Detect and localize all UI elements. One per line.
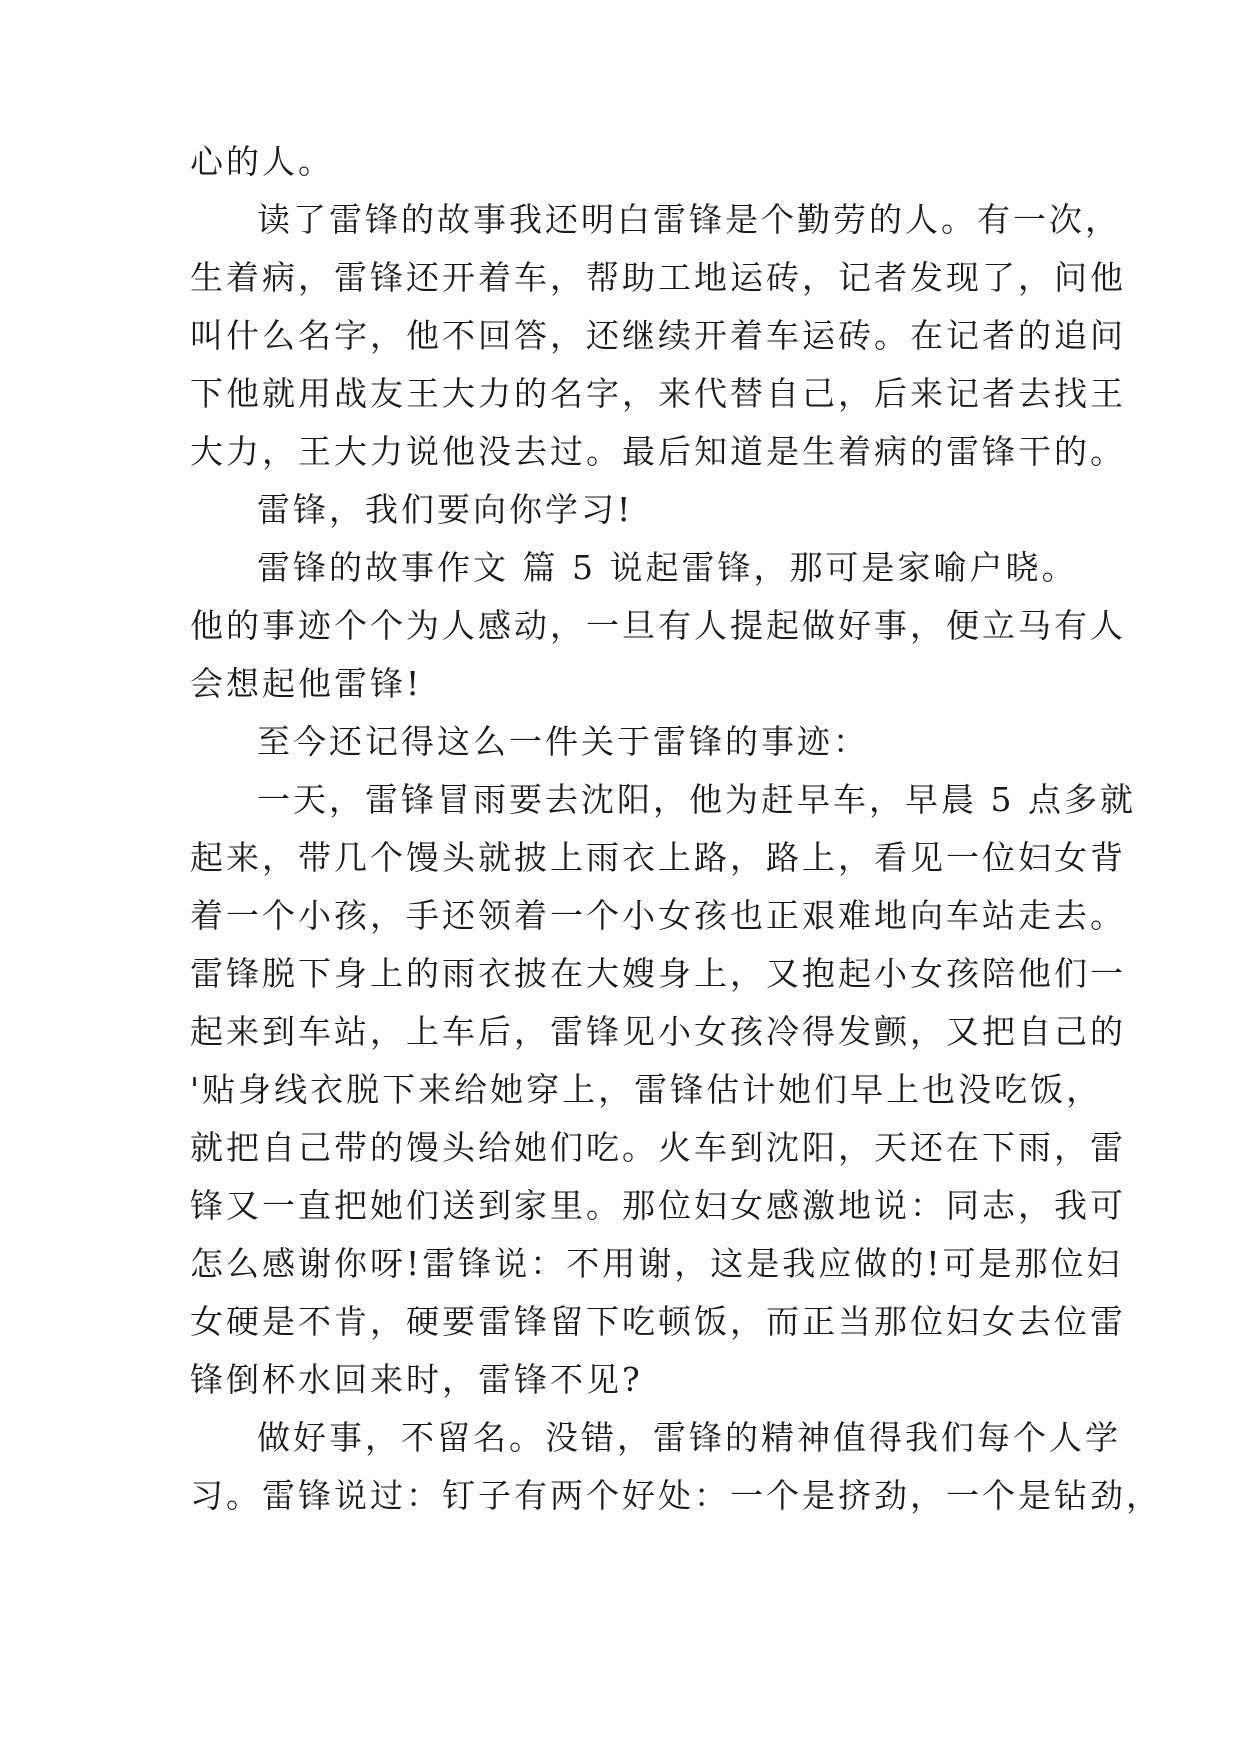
section-heading-line: 雷锋的故事作文 篇 5 说起雷锋，那可是家喻户晓。 (257, 548, 1078, 587)
text-line: '贴身线衣脱下来给她穿上，雷锋估计她们早上也没吃饭， (190, 1070, 1103, 1109)
text-line: 起来到车站，上车后，雷锋见小女孩冷得发颤，又把自己的 (190, 1012, 1126, 1051)
text-line: 下他就用战友王大力的名字，来代替自己，后来记者去找王 (190, 374, 1126, 413)
text-line: 会想起他雷锋! (190, 664, 423, 703)
text-line: 起来，带几个馒头就披上雨衣上路，路上，看见一位妇女背 (190, 838, 1126, 877)
paragraph-first-line: 至今还记得这么一件关于雷锋的事迹： (257, 722, 869, 761)
text-line: 锋倒杯水回来时，雷锋不见? (190, 1360, 643, 1399)
text-line: 怎么感谢你呀!雷锋说：不用谢，这是我应做的!可是那位妇 (190, 1244, 1123, 1283)
text-line: 雷锋脱下身上的雨衣披在大嫂身上，又抱起小女孩陪他们一 (190, 954, 1126, 993)
paragraph-first-line: 一天，雷锋冒雨要去沈阳，他为赶早车，早晨 5 点多就 (257, 780, 1136, 819)
paragraph-first-line: 读了雷锋的故事我还明白雷锋是个勤劳的人。有一次， (257, 200, 1121, 239)
text-line: 习。雷锋说过：钉子有两个好处：一个是挤劲，一个是钻劲， (190, 1476, 1162, 1515)
text-line: 心的人。 (190, 142, 334, 181)
text-line: 就把自己带的馒头给她们吃。火车到沈阳，天还在下雨，雷 (190, 1128, 1126, 1167)
text-line: 着一个小孩，手还领着一个小女孩也正艰难地向车站走去。 (190, 896, 1126, 935)
paragraph-first-line: 雷锋，我们要向你学习! (257, 490, 634, 529)
text-line: 锋又一直把她们送到家里。那位妇女感激地说：同志，我可 (190, 1186, 1126, 1225)
text-line: 叫什么名字，他不回答，还继续开着车运砖。在记者的追问 (190, 316, 1126, 355)
text-line: 他的事迹个个为人感动，一旦有人提起做好事，便立马有人 (190, 606, 1126, 645)
text-line: 女硬是不肯，硬要雷锋留下吃顿饭，而正当那位妇女去位雷 (190, 1302, 1126, 1341)
text-line: 大力，王大力说他没去过。最后知道是生着病的雷锋干的。 (190, 432, 1126, 471)
text-line: 生着病，雷锋还开着车，帮助工地运砖，记者发现了，问他 (190, 258, 1126, 297)
paragraph-first-line: 做好事，不留名。没错，雷锋的精神值得我们每个人学 (257, 1418, 1121, 1457)
